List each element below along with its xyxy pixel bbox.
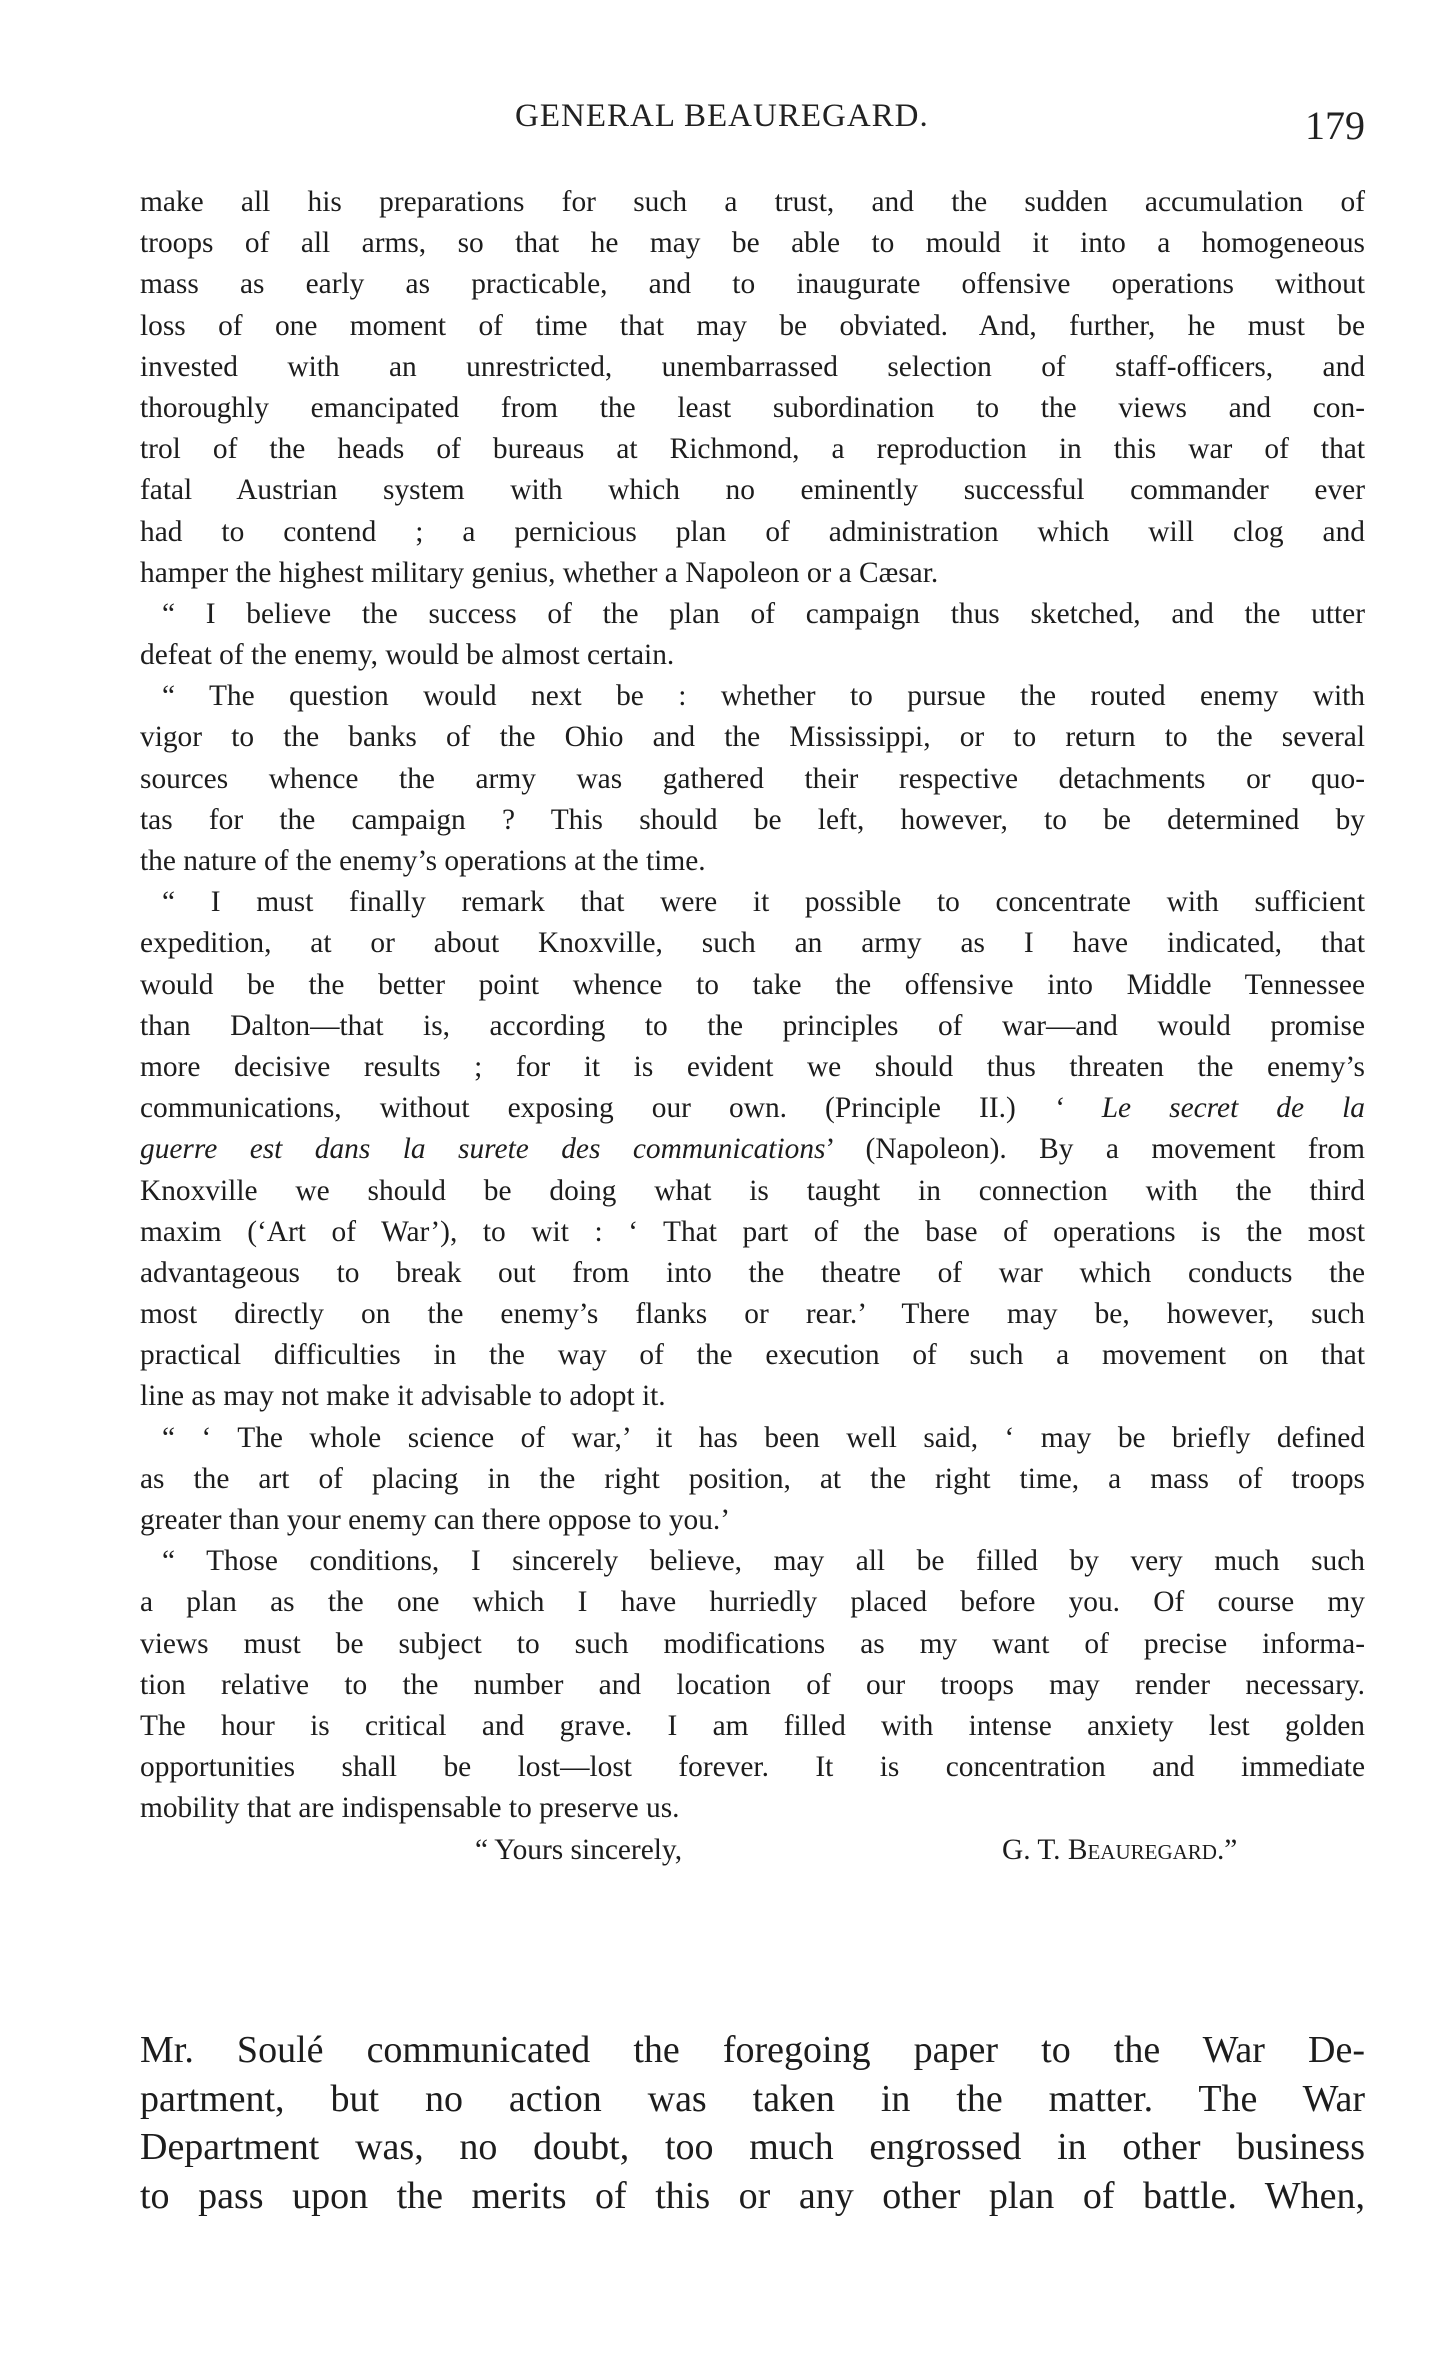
text-line: would be the better point whence to take the offensive into Middle Tennessee [140,968,1365,1001]
quote-fragment: guerre est dans la surete des communications [140,1133,826,1166]
text-line: “ ‘ The whole science of war,’ it has been well said, ‘ may be briefly defined [162,1421,1365,1454]
text-line: “ The question would next be : whether to pursue the routed enemy with [162,680,1365,713]
text-line: loss of one moment of time that may be obviated. And, further, he must be [140,309,1365,342]
signature-name: G. T. Beauregard.” [1002,1833,1238,1866]
text-line: invested with an unrestricted, unembarrassed selection of staff-officers, and [140,350,1365,383]
text-line: as the art of placing in the right position, at the right time, a mass of troops [140,1462,1365,1495]
letter-text [140,182,1365,1871]
text-line: to pass upon the merits of this or any other plan of battle. When, [140,2174,1365,2217]
text-line [140,1088,1365,1129]
text-line: tas for the campaign ? This should be left, however, to be determined by [140,803,1365,836]
text-line: The hour is critical and grave. I am filled with intense anxiety lest golden [140,1709,1365,1742]
text-line: sources whence the army was gathered their respective detachments or quo- [140,762,1365,795]
text-line [140,1129,1365,1170]
text-line: vigor to the banks of the Ohio and the Mississippi, or to return to the several [140,721,1365,754]
running-title: GENERAL BEAUREGARD. [515,98,929,134]
text-line: greater than your enemy can there oppose to you.’ [140,1504,731,1536]
text-line: “ I must finally remark that were it possible to concentrate with sufficient [162,886,1365,919]
text-line: a plan as the one which I have hurriedly placed before you. Of course my [140,1586,1365,1619]
text-line: had to contend ; a pernicious plan of administration which will clog and [140,515,1365,548]
text-line: tion relative to the number and location of our troops may render necessary. [140,1668,1365,1701]
text-line: partment, but no action was taken in the matter. The War [140,2077,1365,2120]
text-line: defeat of the enemy, would be almost certain. [140,639,675,672]
text-line: more decisive results ; for it is evident we should thus threaten the enemy’s [140,1050,1365,1083]
text-line: fatal Austrian system with which no eminently successful commander ever [140,474,1365,507]
text-line: hamper the highest military genius, whether a Napoleon or a Cæsar. [140,556,939,589]
text-line: line as may not make it advisable to adopt it. [140,1380,666,1413]
text-line: views must be subject to such modifications as my want of precise informa- [140,1627,1365,1660]
text-line: Department was, no doubt, too much engrossed in other business [140,2126,1365,2168]
text-line: mobility that are indispensable to preserve us. [140,1792,680,1825]
text-line: than Dalton—that is, according to the principles of war—and would promise [140,1009,1365,1042]
quote-fragment: ‘ Le secret de la [1053,1092,1365,1125]
text-line: “ Those conditions, I sincerely believe, may all be filled by very much such [162,1545,1365,1578]
text-fragment: communications, without exposing our own. (Principle II.) [140,1092,1016,1125]
text-line: opportunities shall be lost—lost forever. It is concentration and immediate [140,1751,1365,1784]
text-line: the nature of the enemy’s operations at the time. [140,845,706,877]
text-line: most directly on the enemy’s flanks or rear.’ There may be, however, such [140,1298,1365,1331]
text-line: expedition, at or about Knoxville, such an army as I have indicated, that [140,927,1365,960]
text-line: make all his preparations for such a trust, and the sudden accumulation of [140,186,1365,218]
letter-closing: “ Yours sincerely, [475,1833,683,1866]
text-line: trol of the heads of bureaus at Richmond, a reproduction in this war of that [140,433,1365,466]
text-fragment: ’ (Napoleon). By a movement from [825,1133,1365,1166]
page-number: 179 [1305,103,1365,148]
narrative-text [140,2026,1365,2220]
text-line: “ I believe the success of the plan of campaign thus sketched, and the utter [162,597,1365,630]
text-line: mass as early as practicable, and to inaugurate offensive operations without [140,268,1365,301]
text-line: maxim (‘Art of War’), to wit : ‘ That part of the base of operations is the most [140,1215,1365,1248]
letter-signature [140,1830,1365,1871]
page-header [140,98,1365,158]
text-line: troops of all arms, so that he may be able to mould it into a homogeneous [140,227,1365,260]
text-line: advantageous to break out from into the theatre of war which conducts the [140,1256,1365,1289]
text-line: Mr. Soulé communicated the foregoing paper to the War De- [140,2029,1365,2071]
text-line: thoroughly emancipated from the least subordination to the views and con- [140,391,1365,424]
text-line: practical difficulties in the way of the execution of such a movement on that [140,1339,1365,1372]
text-line: Knoxville we should be doing what is taught in connection with the third [140,1174,1365,1207]
